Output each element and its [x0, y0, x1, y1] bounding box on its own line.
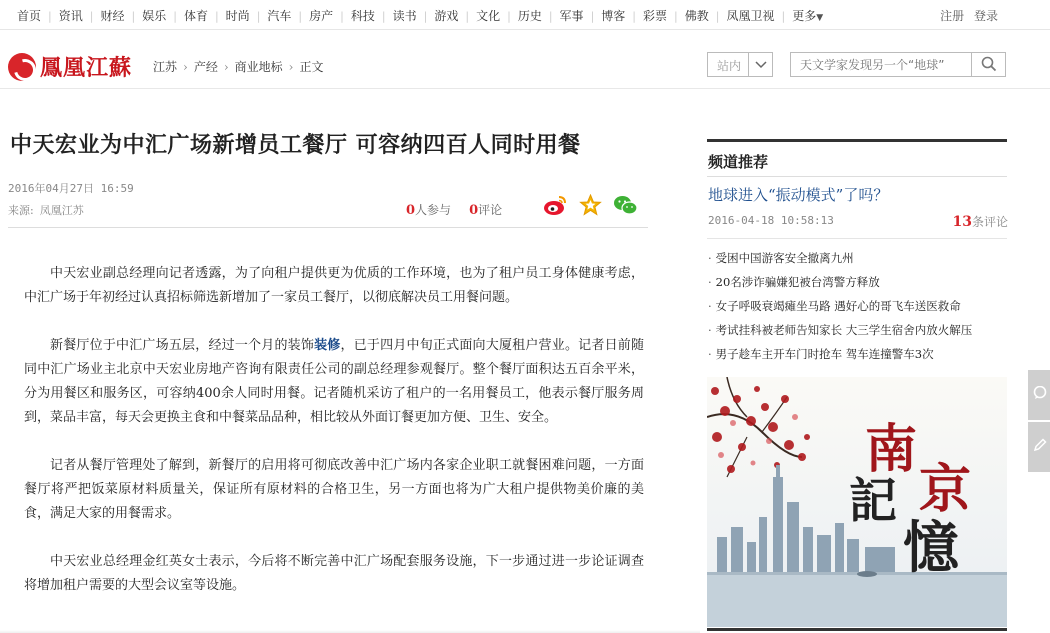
nav-separator: |	[48, 10, 52, 23]
nav-item[interactable]: 凤凰卫视	[726, 9, 775, 23]
article-body	[24, 262, 644, 622]
sidebar-bottom-rule	[707, 628, 1007, 631]
site-header	[0, 31, 1050, 86]
weibo-icon[interactable]	[543, 194, 568, 216]
chevron-right-icon: ›	[288, 60, 294, 74]
site-logo[interactable]	[8, 51, 132, 82]
search-input[interactable]	[791, 53, 971, 76]
pencil-icon	[1033, 438, 1047, 452]
nav-separator: |	[173, 10, 177, 23]
featured-article-link[interactable]: 地球进入“振动模式”了吗？	[708, 186, 889, 204]
header-divider	[0, 88, 1050, 89]
sidebar-top-rule	[707, 139, 1007, 142]
nav-item[interactable]: 佛教	[684, 9, 709, 23]
article-stats	[406, 201, 502, 218]
breadcrumb-item[interactable]: 商业地标	[234, 60, 283, 74]
banner-char: 憶	[903, 515, 959, 581]
list-item[interactable]: · 受困中国游客安全撤离九州	[708, 251, 854, 265]
source-label: 来源:	[8, 204, 34, 217]
chevron-right-icon: ›	[183, 60, 188, 74]
article-paragraph: 记者从餐厅管理处了解到，新餐厅的启用将可彻底改善中汇广场内各家企业职工就餐困难问题，一方面餐厅将严把饭菜原材料质量关，保证所有原材料的合格卫生，另一方面也将为广大租户提供物美价廉的美食，满足大家的用餐需求。	[24, 458, 644, 521]
featured-comments[interactable]: 13条评论	[952, 214, 1008, 230]
nav-separator: |	[465, 10, 470, 23]
login-link[interactable]: 登录	[973, 9, 998, 23]
sidebar-heading: 频道推荐	[708, 153, 769, 171]
nav-separator: |	[715, 10, 720, 23]
nav-item[interactable]: 汽车	[267, 9, 292, 23]
nav-item[interactable]: 读书	[392, 9, 417, 23]
source-name[interactable]: 凤凰江苏	[39, 204, 84, 217]
nav-item[interactable]: 彩票	[643, 9, 668, 23]
nav-separator: |	[131, 10, 136, 23]
nav-separator: |	[507, 10, 511, 23]
nav-item[interactable]: 游戏	[434, 9, 459, 23]
keyword-link[interactable]: 装修	[314, 338, 341, 353]
nav-item[interactable]: 房产	[309, 9, 334, 23]
list-item[interactable]: · 20名涉诈骗嫌犯被台湾警方释放	[708, 275, 880, 289]
article-paragraph: 新餐厅位于中汇广场五层，经过一个月的装饰装修，已于四月中旬正式面向大厦租户营业。记者日前随同中汇广场业主北京中天宏业房地产咨询有限责任公司的副总经理参观餐厅。整个餐厅面积达五百余平米，分为用餐区和服务区，可容纳400余人同时用餐。记者随机采访了租户的一名用餐员工，他表示餐厅服务周到，菜品丰富，每天会更换主食和中餐菜品品种，相比较从外面订餐更加方便、卫生、安全。	[24, 338, 644, 425]
chevron-right-icon: ›	[223, 60, 229, 74]
nav-item[interactable]: 首页	[17, 9, 42, 23]
nav-item[interactable]: 资讯	[58, 9, 83, 23]
nav-item[interactable]: 科技	[350, 9, 375, 23]
nav-separator: |	[340, 10, 344, 23]
search-scope-value: 站内	[717, 59, 742, 73]
article-source	[8, 202, 84, 218]
nav-item[interactable]: 军事	[559, 9, 584, 23]
feedback-tab[interactable]	[1028, 370, 1050, 420]
search-scope-select[interactable]	[707, 52, 773, 77]
nav-item[interactable]: 时尚	[225, 9, 250, 23]
chevron-down-icon[interactable]	[748, 53, 772, 76]
banner-char: 南	[865, 419, 918, 480]
nav-more-dropdown[interactable]: 更多▼	[792, 9, 824, 23]
list-item[interactable]: · 女子呼吸衰竭瘫坐马路 遇好心的哥飞车送医救命	[708, 299, 961, 313]
search-button[interactable]	[971, 53, 1005, 76]
breadcrumb-current: 正文	[299, 60, 324, 74]
article-divider	[8, 227, 648, 228]
top-nav	[0, 0, 1050, 30]
nav-separator: |	[423, 10, 428, 23]
nav-separator: |	[89, 10, 94, 23]
banner-char: 記	[849, 473, 898, 529]
breadcrumb-item[interactable]: 产经	[193, 60, 218, 74]
nav-separator: |	[632, 10, 637, 23]
nav-item[interactable]: 文化	[476, 9, 501, 23]
nav-separator: |	[781, 10, 786, 23]
article-datetime: 2016年04月27日 16:59	[8, 182, 134, 195]
nav-separator: |	[548, 10, 553, 23]
nanjing-memory-banner[interactable]	[707, 377, 1007, 627]
nav-separator: |	[256, 10, 261, 23]
edit-tab[interactable]	[1028, 422, 1050, 472]
breadcrumb-item[interactable]: 江苏	[153, 60, 178, 74]
search-box	[790, 52, 1006, 77]
nav-item[interactable]: 娱乐	[142, 9, 167, 23]
phoenix-logo-icon	[8, 53, 36, 81]
nav-separator: |	[381, 10, 386, 23]
nav-item[interactable]: 历史	[517, 9, 542, 23]
list-item[interactable]: · 男子趁车主开车门时抢车 驾车连撞警车3次	[708, 347, 934, 361]
favorite-star-icon[interactable]	[578, 194, 603, 216]
article-paragraph: 中天宏业总经理金红英女士表示，今后将不断完善中汇广场配套服务设施，下一步通过进一步论证调查将增加租户需要的大型会议室等设施。	[24, 554, 644, 593]
sidebar-divider	[707, 176, 1007, 177]
nav-separator: |	[298, 10, 303, 23]
recommended-list	[708, 249, 1008, 369]
article-paragraph: 中天宏业副总经理向记者透露，为了向租户提供更为优质的工作环境，也为了租户员工身体健康考虑，中汇广场于年初经过认真招标筛选新增加了一家员工餐厅，以彻底解决员工用餐问题。	[24, 266, 644, 305]
article-title: 中天宏业为中汇广场新增员工餐厅 可容纳四百人同时用餐	[10, 132, 581, 158]
nav-separator: |	[590, 10, 595, 23]
logo-text: 鳳凰江蘇	[40, 55, 133, 81]
list-item[interactable]: · 考试挂科被老师告知家长 大三学生宿舍内放火解压	[708, 323, 973, 337]
share-bar	[543, 194, 638, 216]
banner-char: 京	[919, 459, 972, 520]
search-icon	[981, 56, 997, 72]
participants-count[interactable]: 0人参与	[406, 203, 452, 218]
register-link[interactable]: 注册	[940, 9, 965, 23]
breadcrumb	[153, 58, 324, 75]
nav-item[interactable]: 财经	[100, 9, 125, 23]
sidebar-divider	[707, 238, 1007, 239]
wechat-icon[interactable]	[613, 194, 638, 216]
caret-down-icon: ▼	[816, 13, 824, 23]
nav-item[interactable]: 体育	[183, 9, 208, 23]
nav-separator: |	[674, 10, 678, 23]
channel-nav	[10, 7, 823, 24]
nav-item[interactable]: 博客	[601, 9, 626, 23]
featured-article-date: 2016-04-18 10:58:13	[708, 214, 834, 227]
auth-links	[934, 7, 998, 24]
nav-separator: |	[214, 10, 219, 23]
comments-count[interactable]: 0评论	[469, 203, 503, 218]
banner-illustration	[707, 377, 1007, 627]
chat-bubble-icon	[1033, 386, 1047, 400]
